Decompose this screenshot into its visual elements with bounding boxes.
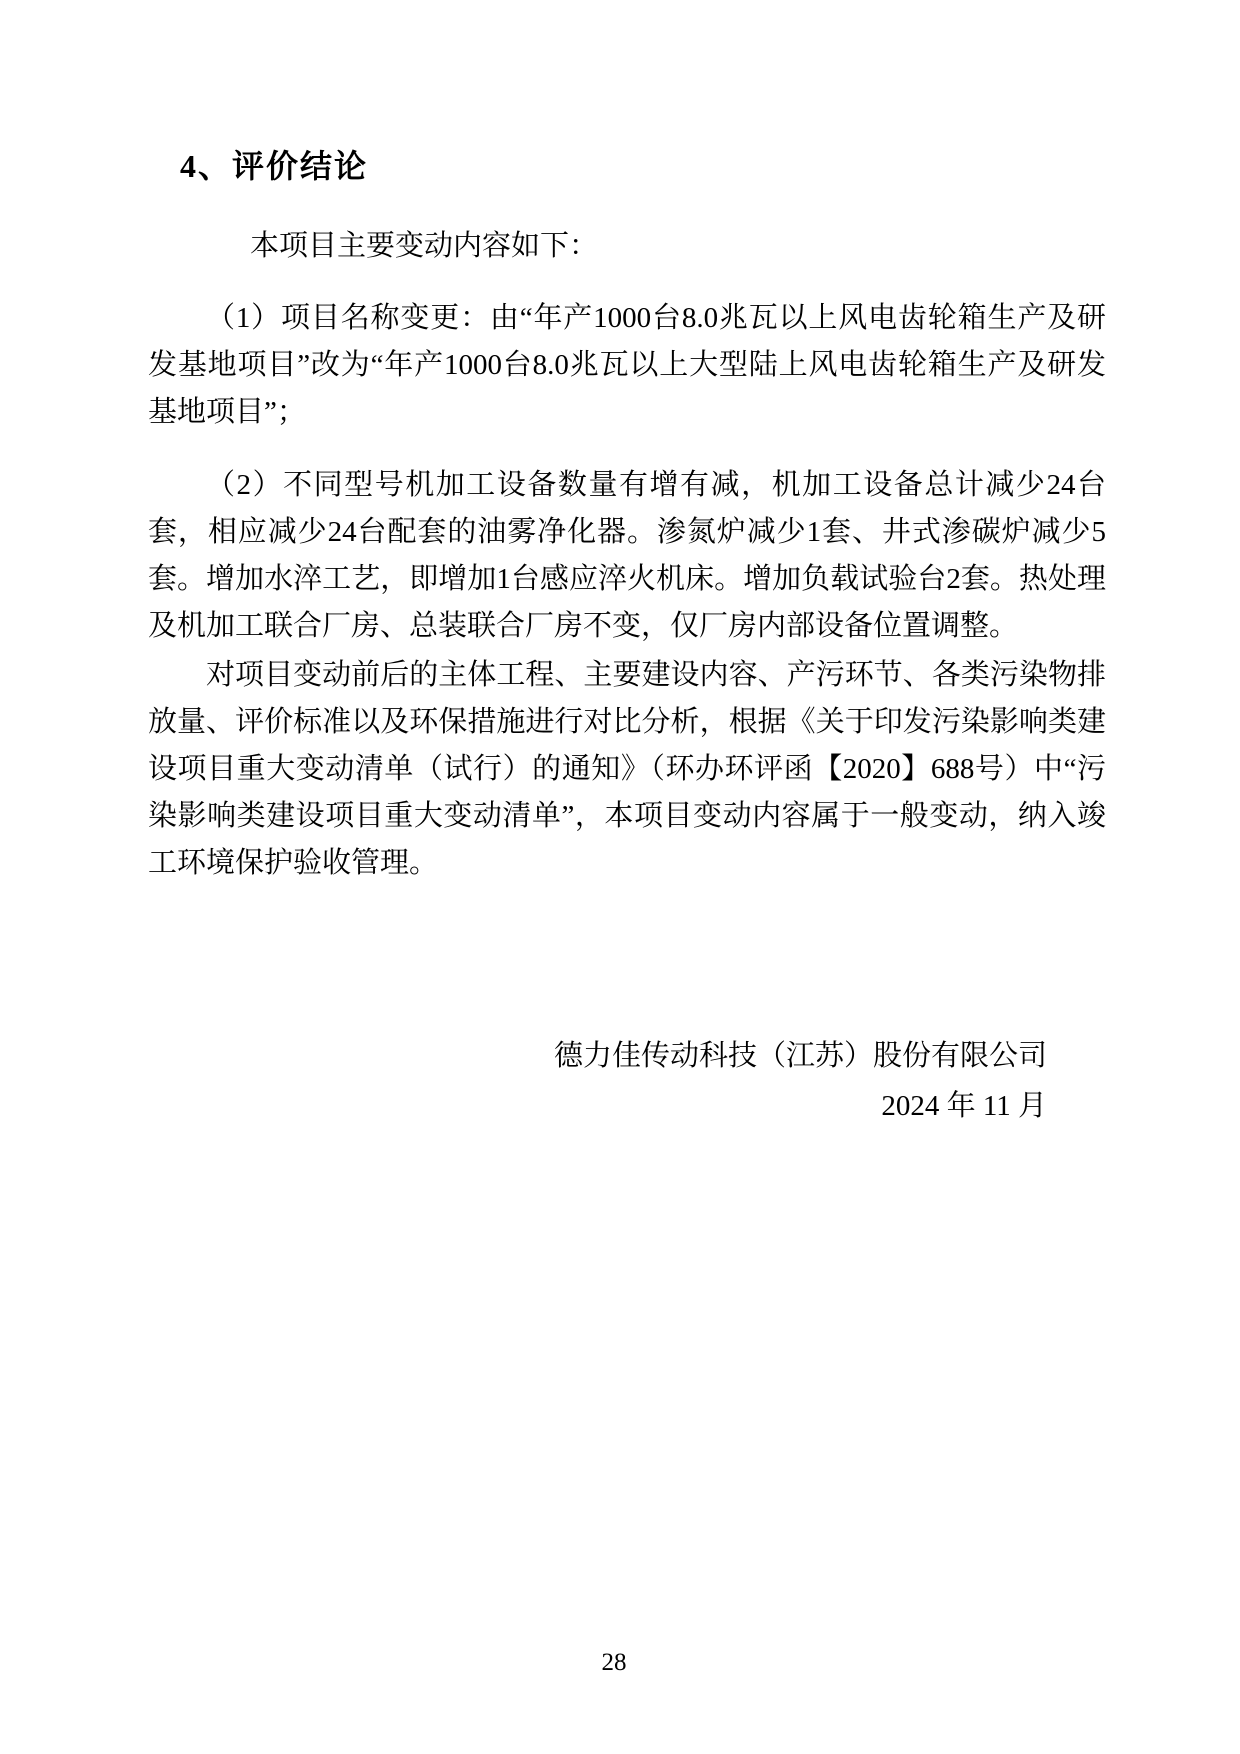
paragraph-change-1: （1）项目名称变更：由“年产1000台8.0兆瓦以上风电齿轮箱生产及研发基地项目”改为“年产1000台8.0兆瓦以上大型陆上风电齿轮箱生产及研发基地项目”；: [148, 302, 1106, 428]
signature-company: 德力佳传动科技（江苏）股份有限公司: [553, 1040, 1047, 1072]
intro-paragraph: 本项目主要变动内容如下：: [250, 230, 599, 262]
signature-block: [148, 1031, 1106, 1131]
paragraph-conclusion: 对项目变动前后的主体工程、主要建设内容、产污环节、各类污染物排放量、评价标准以及环保措施进行对比分析，根据《关于印发污染影响类建设项目重大变动清单（试行）的通知》（环办环评函【2020】688号）中“污染影响类建设项目重大变动清单”，本项目变动内容属于一般变动，纳入竣工环境保护验收管理。: [148, 659, 1106, 879]
paragraph-change-2: （2）不同型号机加工设备数量有增有减，机加工设备总计减少24台套，相应减少24台配套的油雾净化器。渗氮炉减少1套、井式渗碳炉减少5套。增加水淬工艺，即增加1台感应淬火机床。增加负载试验台2套。热处理及机加工联合厂房、总装联合厂房不变，仅厂房内部设备位置调整。: [148, 469, 1106, 642]
signature-date: 2024 年 11 月: [881, 1090, 1047, 1122]
page-number: 28: [601, 1649, 627, 1676]
section-heading: 4、评价结论: [180, 148, 369, 184]
